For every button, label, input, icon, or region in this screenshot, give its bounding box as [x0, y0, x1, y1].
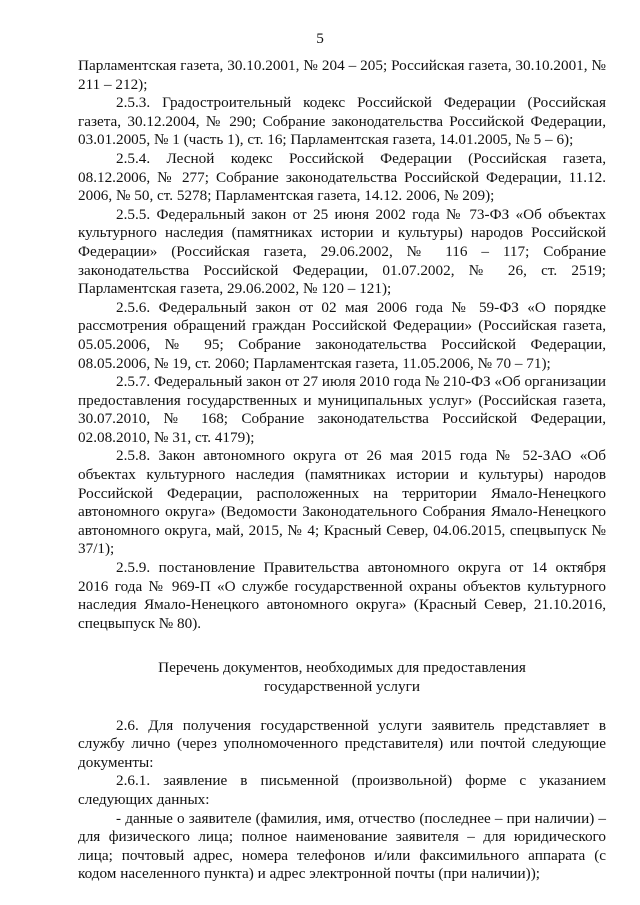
paragraph-2-5-8: 2.5.8. Закон автономного округа от 26 мая 2015 года № 52-ЗАО «Об объектах культурного наследия (памятниках истории и культуры) народов Российской Федерации, расположенных на территории Ямало-Ненецкого автономного округа» (Ведомости Законодательного Собрания Ямало-Ненецкого автономного округа, май, 2015, № 4; Красный Север, 04.06.2015, спецвыпуск № 37/1); [78, 447, 606, 558]
paragraph-2-5-6: 2.5.6. Федеральный закон от 02 мая 2006 года № 59-ФЗ «О порядке рассмотрения обращений граждан Российской Федерации» (Российская газета, 05.05.2006, № 95; Собрание законодательства Российской Федерации, 08.05.2006, № 19, ст. 2060; Парламентская газета, 11.05.2006, № 70 – 71); [78, 298, 606, 372]
paragraph-2-6: 2.6. Для получения государственной услуги заявитель представляет в службу лично (через уполномоченного представителя) или почтой следующие документы: [78, 716, 606, 771]
paragraph-2-5-5: 2.5.5. Федеральный закон от 25 июня 2002 года № 73-ФЗ «Об объектах культурного наследия (памятниках истории и культуры) народов Российской Федерации» (Российская газета, 29.06.2002, № 116 – 117; Собрание законодательства Российской Федерации, 01.07.2002, № 26, ст. 2519; Парламентская газета, 29.06.2002, № 120 – 121); [78, 205, 606, 298]
paragraph-2-6-1: 2.6.1. заявление в письменной (произвольной) форме с указанием следующих данных: [78, 772, 606, 808]
paragraph-applicant-data: - данные о заявителе (фамилия, имя, отчество (последнее – при наличии) – для физического лица; полное наименование заявителя – для юридического лица; почтовый адрес, номера телефонов и/или факсимильного аппарата (с кодом населенного пункта) и адрес электронной почты (при наличии)); [78, 809, 606, 883]
document-body [78, 57, 606, 884]
paragraph-2-5-7: 2.5.7. Федеральный закон от 27 июля 2010 года № 210-ФЗ «Об организации предоставления государственных и муниципальных услуг» (Российская газета, 30.07.2010, № 168; Собрание законодательства Российской Федерации, 02.08.2010, № 31, ст. 4179); [78, 373, 606, 446]
paragraph-2-5-4: 2.5.4. Лесной кодекс Российской Федерации (Российская газета, 08.12.2006, № 277; Собрание законодательства Российской Федерации, 11.12. 2006, № 50, ст. 5278; Парламентская газета, 14.12. 2006, № 209); [78, 149, 606, 205]
section-heading-line2: государственной услуги [264, 678, 420, 695]
paragraph-2-5-3: 2.5.3. Градостроительный кодекс Российской Федерации (Российская газета, 30.12.2004, № 290; Собрание законодательства Российской Федерации, 03.01.2005, № 1 (часть 1), ст. 16; Парламентская газета, 14.01.2005, № 5 – 6); [78, 94, 606, 149]
page-number: 5 [316, 30, 324, 47]
section-heading-line1: Перечень документов, необходимых для предоставления [158, 659, 526, 677]
paragraph-2-5-9: 2.5.9. постановление Правительства автономного округа от 14 октября 2016 года № 969-П «О службе государственной охраны объектов культурного наследия Ямало-Ненецкого автономного округа» (Красный Север, 21.10.2016, спецвыпуск № 80). [78, 559, 606, 632]
paragraph-continuation: Парламентская газета, 30.10.2001, № 204 – 205; Российская газета, 30.10.2001, № 211 – 212); [78, 57, 606, 93]
